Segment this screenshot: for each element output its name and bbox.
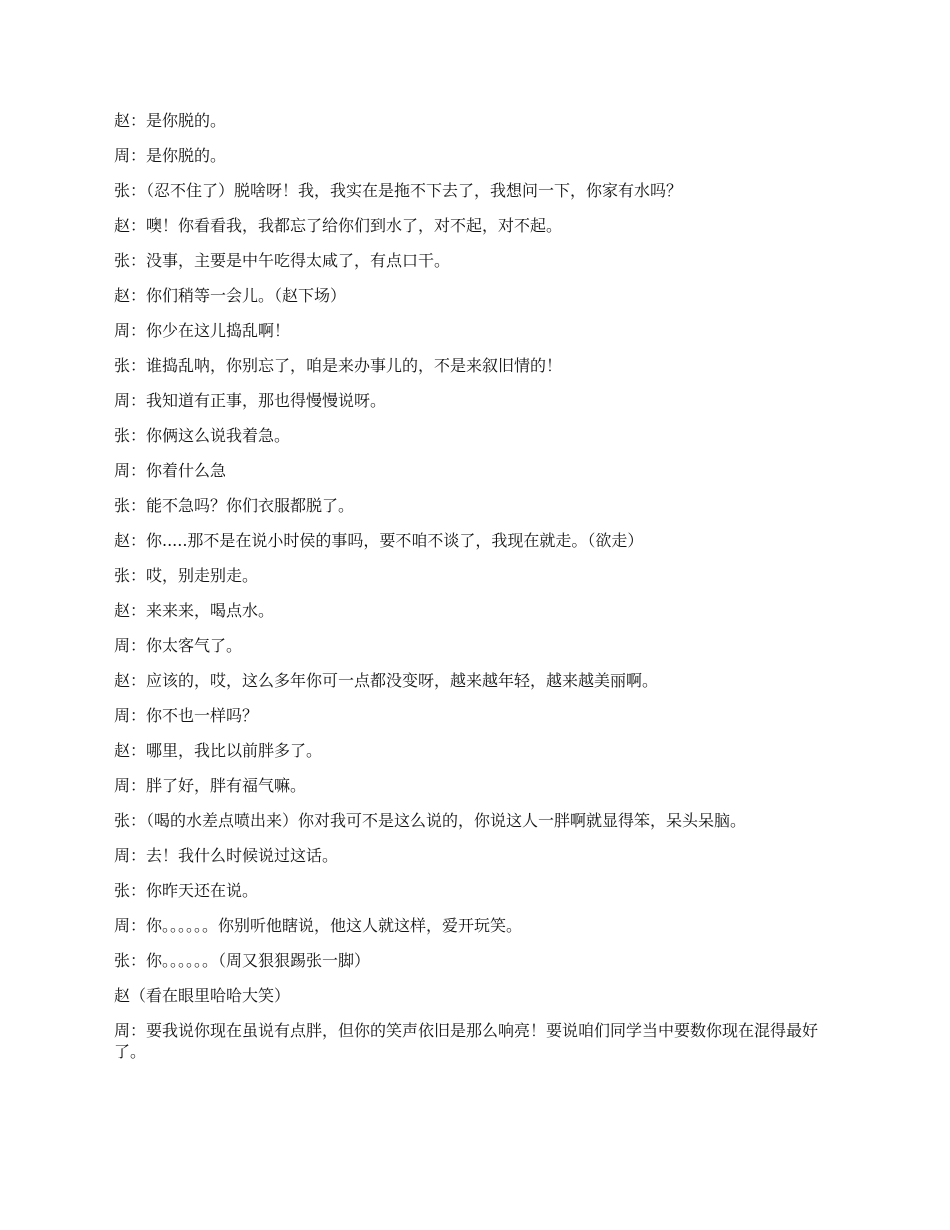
- dialogue-line: 张：（忍不住了）脱啥呀！我，我实在是拖不下去了，我想问一下，你家有水吗？: [114, 181, 683, 200]
- dialogue-line: 张：能不急吗？你们衣服都脱了。: [114, 496, 355, 515]
- dialogue-line: 赵：是你脱的。: [114, 111, 227, 130]
- dialogue-line: 赵：你们稍等一会儿。（赵下场）: [114, 286, 347, 305]
- script-dialogue: [114, 110, 844, 1076]
- dialogue-line: 赵：噢！你看看我，我都忘了给你们到水了，对不起，对不起。: [114, 216, 563, 235]
- dialogue-line: 周：你太客气了。: [114, 636, 243, 655]
- dialogue-line: 周：你着什么急: [114, 461, 227, 480]
- dialogue-line: 周：是你脱的。: [114, 146, 227, 165]
- dialogue-line: 张：谁捣乱呐，你别忘了，咱是来办事儿的，不是来叙旧情的！: [114, 356, 563, 375]
- dialogue-line: 张：你俩这么说我着急。: [114, 426, 291, 445]
- dialogue-line: 周：胖了好，胖有福气嘛。: [114, 776, 307, 795]
- dialogue-line: 赵：哪里，我比以前胖多了。: [114, 741, 323, 760]
- dialogue-line: 赵：来来来，喝点水。: [114, 601, 275, 620]
- dialogue-line: 张：你。。。。。。（周又狠狠踢张一脚）: [114, 951, 371, 970]
- dialogue-line: 张：（喝的水差点喷出来）你对我可不是这么说的，你说这人一胖啊就显得笨，呆头呆脑。: [114, 811, 747, 830]
- dialogue-line: 周：去！我什么时候说过这话。: [114, 846, 339, 865]
- dialogue-line: 赵（看在眼里哈哈大笑）: [114, 986, 291, 1005]
- dialogue-line: 赵：你.....那不是在说小时侯的事吗，要不咱不谈了，我现在就走。（欲走）: [114, 531, 644, 550]
- dialogue-line: 张：没事，主要是中午吃得太咸了，有点口干。: [114, 251, 451, 270]
- dialogue-line: 周：我知道有正事，那也得慢慢说呀。: [114, 391, 387, 410]
- dialogue-line: 周：你少在这儿捣乱啊！: [114, 321, 291, 340]
- dialogue-line: 周：你。。。。。。你别听他瞎说，他这人就这样，爱开玩笑。: [114, 916, 523, 935]
- dialogue-line: 周：你不也一样吗？: [114, 706, 259, 725]
- dialogue-line: 周：要我说你现在虽说有点胖，但你的笑声依旧是那么响亮！要说咱们同学当中要数你现在混得最好了。: [114, 1021, 819, 1061]
- dialogue-line: 张：你昨天还在说。: [114, 881, 259, 900]
- dialogue-line: 张：哎，别走别走。: [114, 566, 259, 585]
- dialogue-line: 赵：应该的，哎，这么多年你可一点都没变呀，越来越年轻，越来越美丽啊。: [114, 671, 659, 690]
